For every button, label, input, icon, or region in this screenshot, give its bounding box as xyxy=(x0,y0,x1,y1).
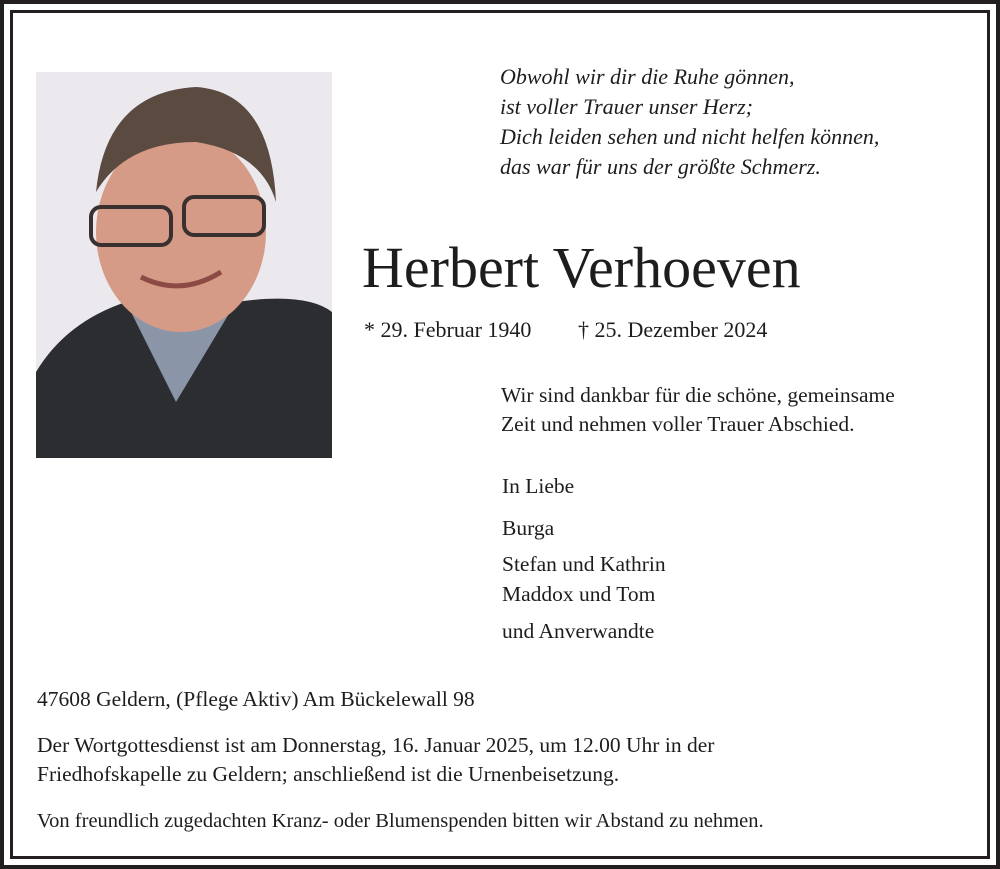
mourner: und Anverwandte xyxy=(502,619,655,643)
thanks-line: Wir sind dankbar für die schöne, gemeinsame xyxy=(501,383,895,407)
service-line: Friedhofskapelle zu Geldern; anschließend ist die Urnenbeisetzung. xyxy=(37,762,620,786)
poem-line: ist voller Trauer unser Herz; xyxy=(500,94,753,119)
service-line: Der Wortgottesdienst ist am Donnerstag, 16. Januar 2025, um 12.00 Uhr in der xyxy=(37,733,715,757)
thanks-line: Zeit und nehmen voller Trauer Abschied. xyxy=(501,412,855,436)
poem-line: Dich leiden sehen und nicht helfen können, xyxy=(500,124,880,149)
donation-note: Von freundlich zugedachten Kranz- oder Blumenspenden bitten wir Abstand zu nehmen. xyxy=(37,810,764,832)
mourner: Stefan und Kathrin xyxy=(502,552,666,576)
mourner: Burga xyxy=(502,516,555,540)
death-date: † 25. Dezember 2024 xyxy=(578,317,768,342)
address: 47608 Geldern, (Pflege Aktiv) Am Bückelewall 98 xyxy=(37,687,475,711)
birth-date: * 29. Februar 1940 xyxy=(364,317,532,342)
deceased-name: Herbert Verhoeven xyxy=(362,235,801,300)
poem-line: Obwohl wir dir die Ruhe gönnen, xyxy=(500,64,795,89)
in-love-label: In Liebe xyxy=(502,474,575,498)
portrait-photo xyxy=(36,72,332,458)
mourner: Maddox und Tom xyxy=(502,582,656,606)
poem-line: das war für uns der größte Schmerz. xyxy=(500,154,821,179)
